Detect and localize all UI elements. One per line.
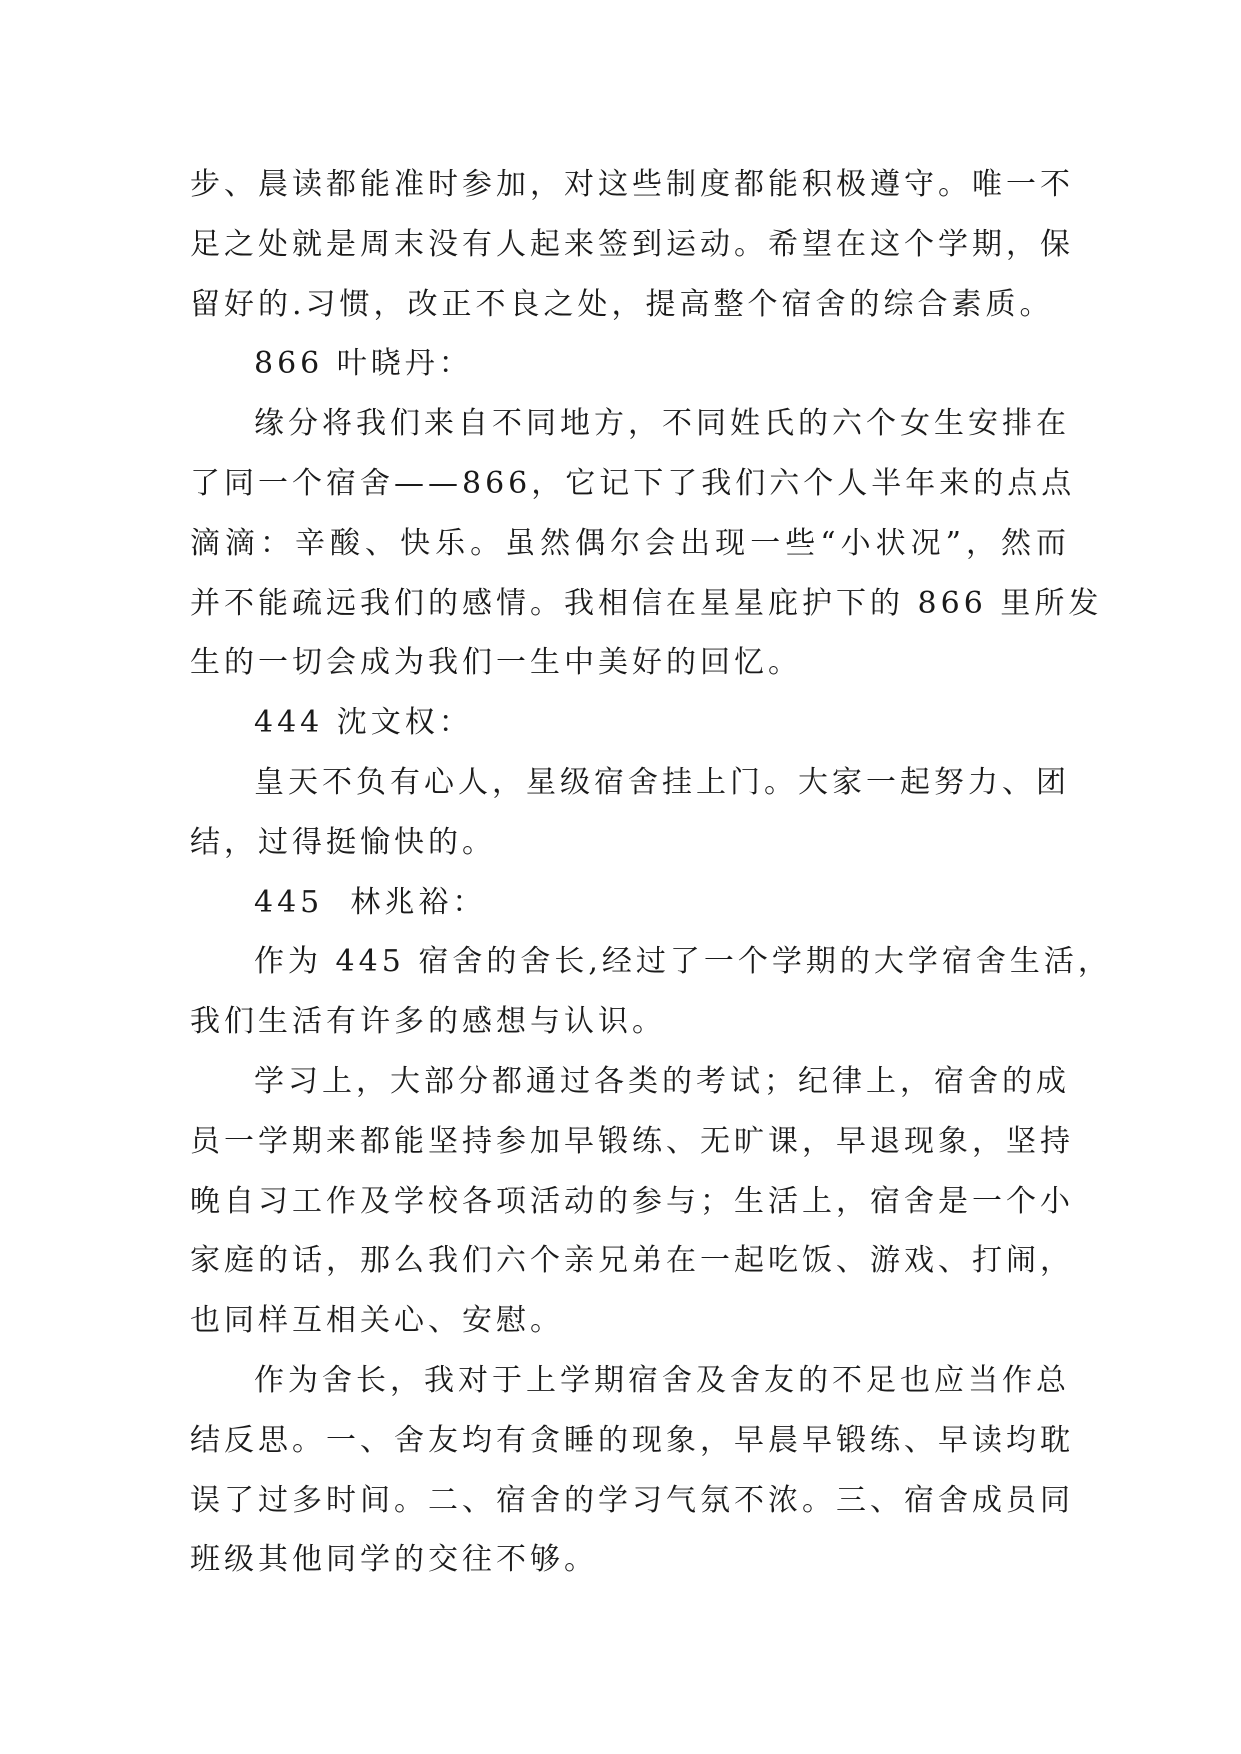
- text-line: 生的一切会成为我们一生中美好的回忆。: [190, 645, 802, 681]
- text-line: 缘分将我们来自不同地方，不同姓氏的六个女生安排在: [254, 406, 1070, 442]
- text-line: 留好的.习惯，改正不良之处，提高整个宿舍的综合素质。: [190, 286, 1054, 322]
- text-line: 误了过多时间。二、宿舍的学习气氛不浓。三、宿舍成员同: [190, 1482, 1074, 1518]
- text-line: 结，过得挺愉快的。: [190, 824, 496, 860]
- text-line: 员一学期来都能坚持参加早锻练、无旷课，早退现象，坚持: [190, 1123, 1074, 1159]
- text-line: 并不能疏远我们的感情。我相信在星星庇护下的 866 里所发: [190, 585, 1103, 621]
- section-heading: 866 叶晓丹：: [254, 346, 473, 382]
- text-line: 步、晨读都能准时参加，对这些制度都能积极遵守。唯一不: [190, 167, 1074, 202]
- text-line: 作为 445 宿舍的舍长,经过了一个学期的大学宿舍生活，: [254, 944, 1112, 980]
- text-line: 结反思。一、舍友均有贪睡的现象，早晨早锻练、早读均耽: [190, 1422, 1074, 1458]
- text-line: 家庭的话，那么我们六个亲兄弟在一起吃饭、游戏、打闹，: [190, 1243, 1074, 1279]
- paragraph: [190, 155, 1074, 334]
- document-body: [190, 155, 1112, 1590]
- section-heading: 445 林兆裕：: [254, 884, 487, 920]
- section-heading: 444 沈文权：: [254, 705, 473, 741]
- text-line: 也同样互相关心、安慰。: [190, 1303, 564, 1339]
- text-line: 滴滴：辛酸、快乐。虽然偶尔会出现一些“小状况”，然而: [190, 525, 1070, 561]
- text-line: 我们生活有许多的感想与认识。: [190, 1004, 666, 1040]
- text-line: 足之处就是周末没有人起来签到运动。希望在这个学期，保: [190, 226, 1074, 262]
- text-line: 作为舍长，我对于上学期宿舍及舍友的不足也应当作总: [254, 1362, 1070, 1398]
- paragraph: [190, 753, 1070, 873]
- paragraph: [190, 1351, 1074, 1590]
- text-line: 晚自习工作及学校各项活动的参与；生活上，宿舍是一个小: [190, 1183, 1074, 1219]
- text-line: 学习上，大部分都通过各类的考试；纪律上，宿舍的成: [254, 1063, 1070, 1099]
- paragraph: [190, 932, 1112, 1052]
- text-line: 皇天不负有心人，星级宿舍挂上门。大家一起努力、团: [254, 764, 1070, 800]
- text-line: 了同一个宿舍——866，它记下了我们六个人半年来的点点: [190, 465, 1076, 501]
- text-line: 班级其他同学的交往不够。: [190, 1542, 598, 1578]
- paragraph: [190, 1052, 1074, 1351]
- paragraph: [190, 394, 1103, 693]
